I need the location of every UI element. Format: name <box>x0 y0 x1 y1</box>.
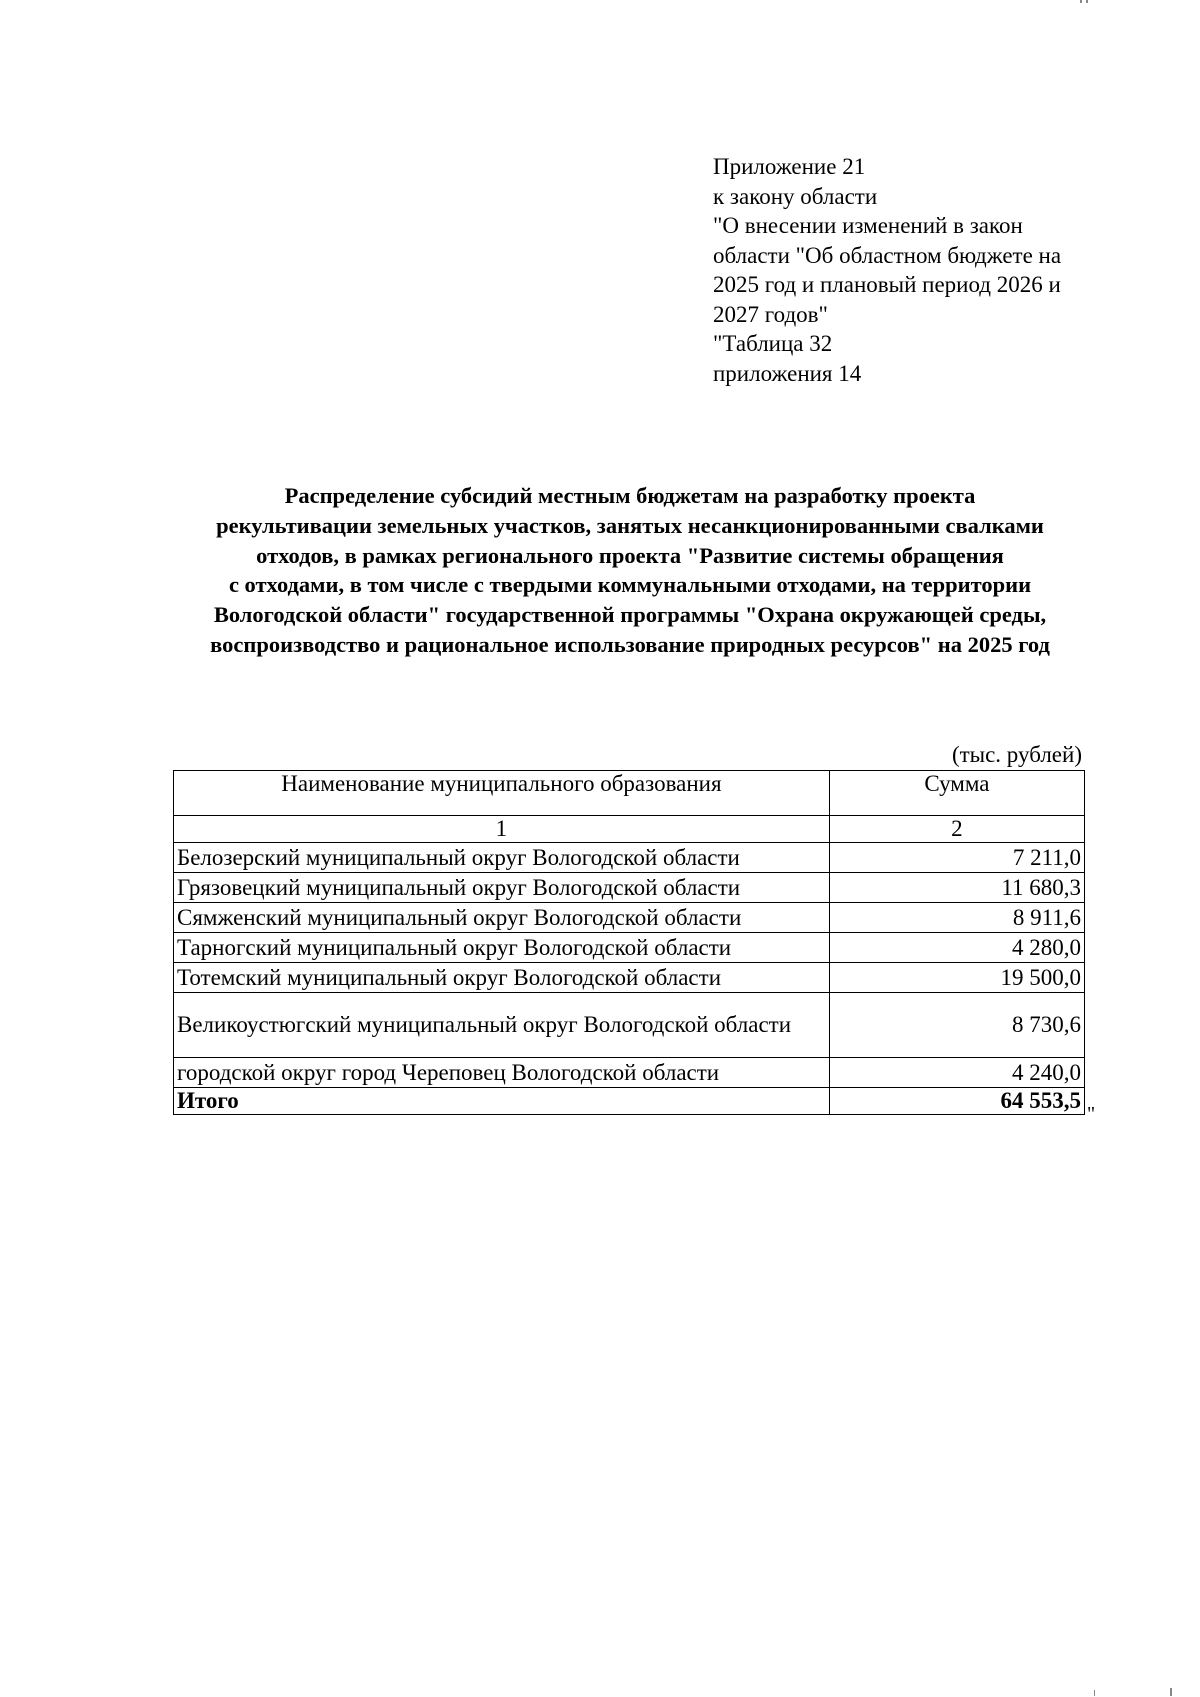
table-row <box>174 903 1085 933</box>
column-number: 1 <box>174 816 830 843</box>
appendix-line: Приложение 21 <box>713 154 866 179</box>
total-amount: 64 553,5 <box>829 1088 1084 1115</box>
table-header-row <box>174 771 1085 816</box>
total-row <box>174 1088 1085 1115</box>
scan-speck <box>1094 1690 1095 1696</box>
subsidy-distribution-table <box>173 770 1085 1115</box>
municipality-name: городской округ город Череповец Вологодской области <box>174 1058 830 1088</box>
appendix-line: 2025 год и плановый период 2026 и <box>713 272 1061 297</box>
appendix-line: "О внесении изменений в закон <box>713 213 1023 238</box>
municipality-name: Белозерский муниципальный округ Вологодской области <box>174 843 830 873</box>
appendix-reference <box>713 152 1133 388</box>
column-number-row <box>174 816 1085 843</box>
column-number: 2 <box>829 816 1084 843</box>
appendix-line: к закону области <box>713 183 878 209</box>
subsidy-amount: 19 500,0 <box>829 963 1084 993</box>
title-line: рекультивации земельных участков, занятых несанкционированными свалками <box>216 512 1044 538</box>
units-label: (тыс. рублей) <box>951 742 1082 767</box>
scan-speck <box>1170 1688 1172 1696</box>
header-municipality: Наименование муниципального образования <box>174 771 830 816</box>
title-line: отходов, в рамках регионального проекта "Развитие системы обращения <box>256 542 1004 568</box>
title-line: Распределение субсидий местным бюджетам на разработку проекта <box>284 483 976 508</box>
scan-speck <box>1086 0 1088 3</box>
subsidy-amount: 11 680,3 <box>829 873 1084 903</box>
table-row <box>174 993 1085 1058</box>
table-row <box>174 933 1085 963</box>
scan-speck <box>1080 0 1082 3</box>
municipality-name: Великоустюгский муниципальный округ Вологодской области <box>174 993 830 1058</box>
municipality-name: Тотемский муниципальный округ Вологодской области <box>174 963 830 993</box>
closing-quote: " <box>1087 1103 1096 1125</box>
appendix-line: приложения 14 <box>713 360 862 386</box>
subsidy-amount: 8 730,6 <box>829 993 1084 1058</box>
appendix-line: области "Об областном бюджете на <box>713 242 1062 268</box>
table-row <box>174 843 1085 873</box>
title-line: воспроизводство и рациональное использование природных ресурсов" на 2025 год <box>210 631 1050 657</box>
title-line: с отходами, в том числе с твердыми коммунальными отходами, на территории <box>228 572 1032 598</box>
subsidy-amount: 4 280,0 <box>829 933 1084 963</box>
appendix-line: 2027 годов" <box>713 301 828 327</box>
table-row <box>174 963 1085 993</box>
municipality-name: Тарногский муниципальный округ Вологодской области <box>174 933 830 963</box>
table-row <box>174 873 1085 903</box>
municipality-name: Грязовецкий муниципальный округ Вологодской области <box>174 873 830 903</box>
header-amount: Сумма <box>829 771 1084 816</box>
subsidy-amount: 7 211,0 <box>829 843 1084 873</box>
subsidy-amount: 8 911,6 <box>829 903 1084 933</box>
table-row <box>174 1058 1085 1088</box>
title-line: Вологодской области" государственной программы "Охрана окружающей среды, <box>213 602 1047 628</box>
subsidy-amount: 4 240,0 <box>829 1058 1084 1088</box>
appendix-line: "Таблица 32 <box>713 331 833 356</box>
municipality-name: Сямженский муниципальный округ Вологодской области <box>174 903 830 933</box>
total-label: Итого <box>174 1088 830 1115</box>
document-title <box>150 481 1110 660</box>
